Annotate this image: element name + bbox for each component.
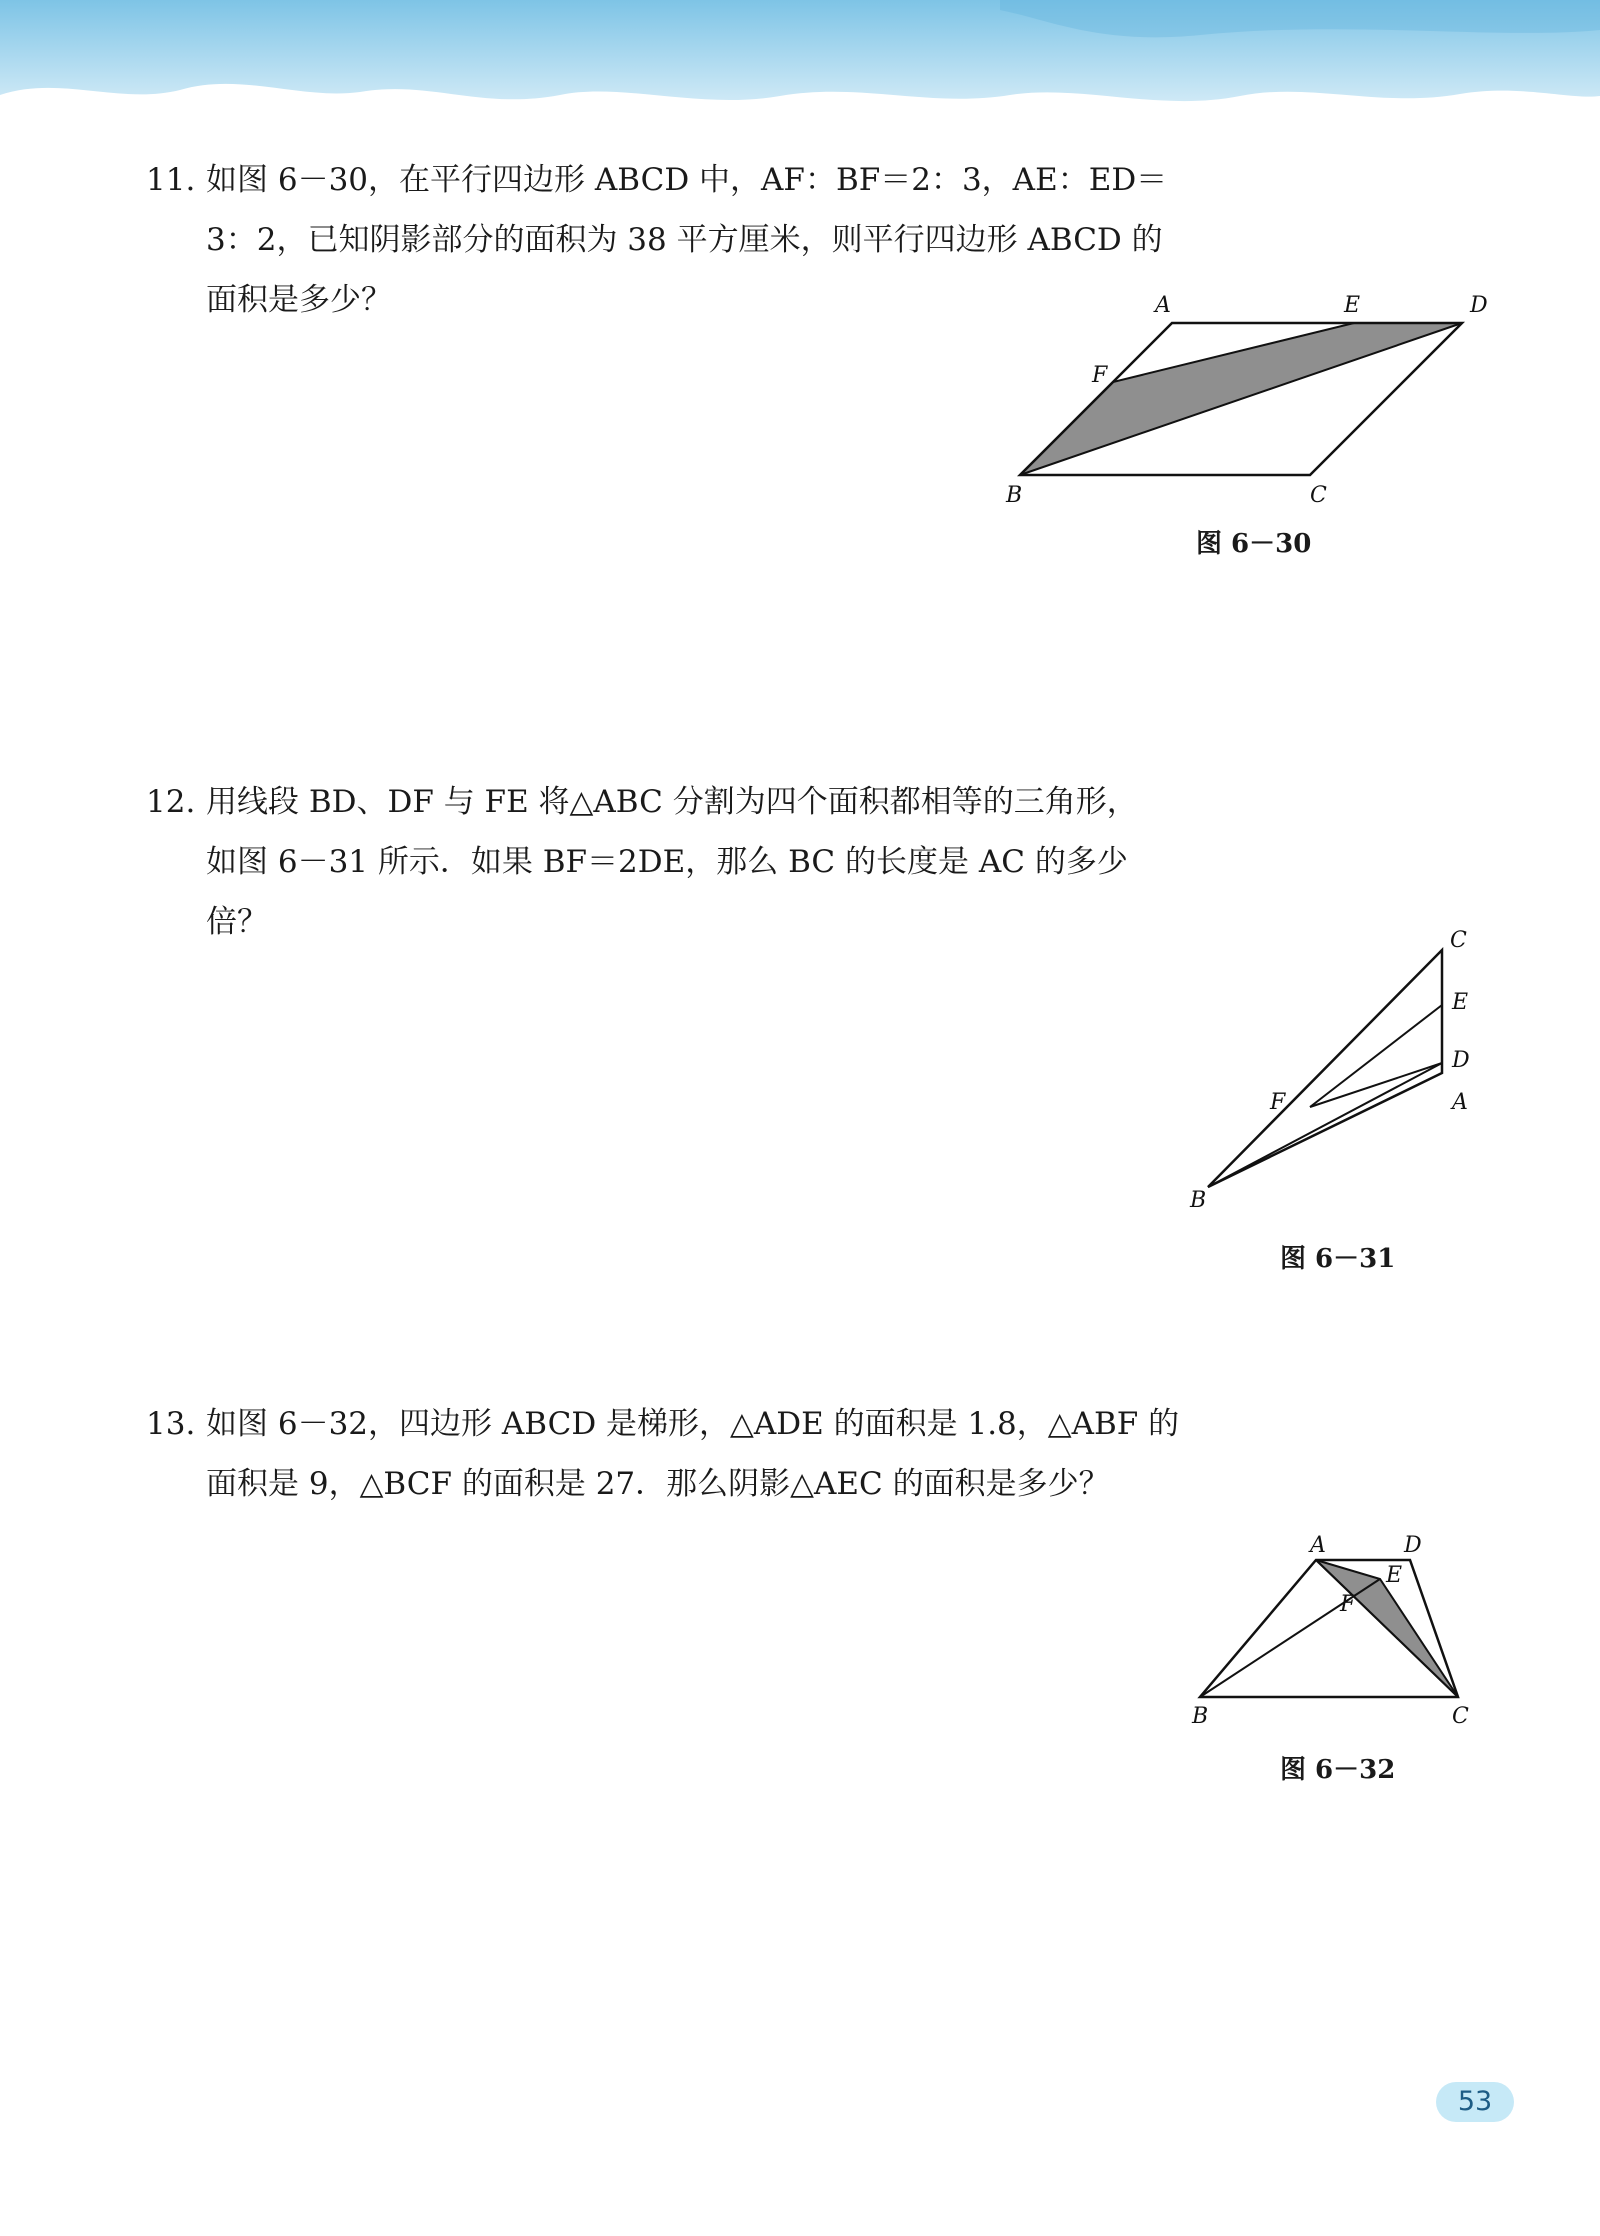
label-b: B (1190, 1188, 1207, 1213)
figure-caption: 图 6－30 (1196, 529, 1312, 559)
problem-13 (146, 1394, 1186, 1514)
figure-6-32 (1180, 1530, 1480, 1740)
page-number: 53 (1457, 2086, 1493, 2117)
label-f: F (1340, 1592, 1356, 1617)
problem-number: 13. (146, 1406, 196, 1442)
label-e: E (1386, 1563, 1403, 1588)
segment-bd (1208, 1063, 1442, 1187)
label-f: F (1270, 1090, 1286, 1115)
problem-text: 用线段 BD、DF 与 FE 将△ABC 分割为四个面积都相等的三角形， 如图 6－31 所示．如果 BF＝2DE，那么 BC 的长度是 AC 的多少倍？ (206, 784, 1138, 940)
trapezoid-abcd (1200, 1560, 1458, 1697)
shaded-region (1020, 323, 1462, 475)
label-d: D (1452, 1048, 1470, 1073)
figure-caption: 图 6－31 (1280, 1244, 1396, 1274)
label-c: C (1310, 483, 1327, 508)
label-d: D (1404, 1533, 1422, 1558)
triangle-abc (1208, 950, 1442, 1187)
page-number-badge (1436, 2082, 1514, 2122)
label-c: C (1450, 928, 1467, 953)
label-a: A (1310, 1533, 1326, 1558)
figure-6-30 (990, 290, 1510, 520)
segment-df (1310, 1063, 1442, 1107)
label-a: A (1155, 293, 1171, 318)
problem-number: 11. (146, 162, 196, 198)
problem-number: 12. (146, 784, 196, 820)
label-b: B (1192, 1704, 1209, 1729)
figure-caption: 图 6－32 (1280, 1755, 1396, 1785)
segment-fe (1310, 1005, 1442, 1107)
label-e: E (1452, 990, 1469, 1015)
figure-6-31 (1180, 925, 1490, 1225)
label-f: F (1092, 363, 1108, 388)
label-b: B (1006, 483, 1023, 508)
label-e: E (1344, 293, 1361, 318)
problem-12 (146, 772, 1186, 952)
problem-text: 如图 6－30，在平行四边形 ABCD 中，AF：BF＝2：3，AE：ED＝ 3：2，已知阴影部分的面积为 38 平方厘米，则平行四边形 ABCD 的 面积是多少？ (206, 162, 1168, 318)
label-a: A (1452, 1090, 1468, 1115)
header-banner (0, 0, 1600, 130)
problem-text: 如图 6－32，四边形 ABCD 是梯形，△ADE 的面积是 1.8，△ABF 的 面积是 9，△BCF 的面积是 27．那么阴影△AEC 的面积是多少？ (206, 1406, 1180, 1502)
label-d: D (1470, 293, 1488, 318)
label-c: C (1452, 1704, 1469, 1729)
